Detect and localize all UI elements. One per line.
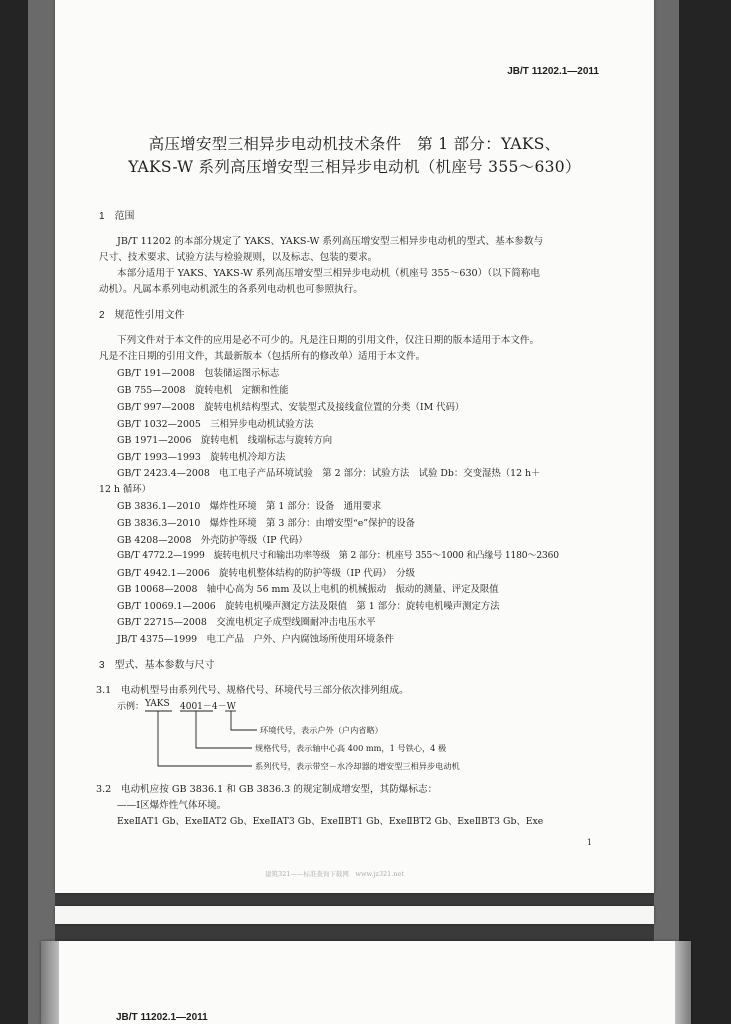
section-3-heading: 3 型式、基本参数与尺寸 bbox=[99, 660, 215, 671]
viewer-background-left-shade bbox=[28, 0, 55, 1024]
clause-3-2: 3.2 电动机应按 GB 3836.1 和 GB 3836.3 的规定制成增安型，其防爆标志： bbox=[96, 784, 438, 795]
reference-item: GB/T 997—2008 旋转电机结构型式、安装型式及接线盒位置的分类（IM 代码） bbox=[117, 402, 465, 413]
reference-item: GB 4208—2008 外壳防护等级（IP 代码） bbox=[117, 535, 308, 546]
reference-item: GB/T 191—2008 包装储运图示标志 bbox=[117, 368, 280, 379]
reference-item: GB 755—2008 旋转电机 定额和性能 bbox=[117, 385, 289, 396]
viewer-background-right-shade bbox=[654, 0, 679, 1024]
document-page-1 bbox=[55, 0, 654, 893]
reference-item: GB/T 22715—2008 交流电机定子成型线圈耐冲击电压水平 bbox=[117, 617, 376, 628]
viewer-background-right bbox=[679, 0, 731, 1024]
reference-item: GB 1971—2006 旋转电机 线端标志与旋转方向 bbox=[117, 435, 333, 446]
viewer-background-left bbox=[0, 0, 28, 1024]
clause-3-2-item: ——Ⅰ区爆炸性气体环境。 bbox=[117, 800, 227, 811]
spec-leader bbox=[196, 711, 252, 748]
code-label-specification: 规格代号，表示轴中心高 400 mm，1 号铁心，4 极 bbox=[255, 743, 447, 753]
section-1-paragraph-line: 本部分适用于 YAKS、YAKS-W 系列高压增安型三相异步电动机（机座号 355～630）（以下简称电 bbox=[117, 268, 541, 279]
document-title-line-2: YAKS-W 系列高压增安型三相异步电动机（机座号 355～630） bbox=[128, 158, 581, 176]
document-page-2 bbox=[41, 941, 691, 1024]
reference-item: GB/T 4942.1—2006 旋转电机整体结构的防护等级（IP 代码） 分级 bbox=[117, 568, 415, 579]
reference-item: GB/T 1993—1993 旋转电机冷却方法 bbox=[117, 452, 286, 463]
example-series-code: YAKS bbox=[145, 699, 170, 709]
page-number: 1 bbox=[586, 838, 592, 847]
reference-item: GB/T 4772.2—1999 旋转电机尺寸和输出功率等级 第 2 部分：机座号 355～1000 和凸缘号 1180～2360 bbox=[117, 551, 559, 561]
section-1-paragraph-line: JB/T 11202 的本部分规定了 YAKS、YAKS-W 系列高压增安型三相异步电动机的型式、基本参数与 bbox=[117, 236, 544, 247]
reference-item: GB 3836.1—2010 爆炸性环境 第 1 部分：设备 通用要求 bbox=[117, 501, 382, 512]
watermark-text: 建筑321——标准查询下载网 www.jz321.net bbox=[265, 870, 404, 878]
section-2-heading: 2 规范性引用文件 bbox=[99, 310, 185, 321]
header-standard-code: JB/T 11202.1—2011 bbox=[116, 1012, 208, 1023]
example-prefix: 示例： bbox=[117, 702, 145, 712]
section-1-paragraph-line: 动机）。凡属本系列电动机派生的各系列电动机也可参照执行。 bbox=[99, 284, 363, 295]
section-1-paragraph-line: 尺寸、技术要求、试验方法与检验规则，以及标志、包装的要求。 bbox=[99, 252, 378, 263]
document-title-line-1: 高压增安型三相异步电动机技术条件 第 1 部分：YAKS、 bbox=[148, 135, 561, 153]
code-label-series: 系列代号，表示带空－水冷却器的增安型三相异步电动机 bbox=[255, 761, 460, 771]
model-code-diagram bbox=[55, 0, 654, 893]
reference-item: GB/T 1032—2005 三相异步电动机试验方法 bbox=[117, 419, 314, 430]
header-standard-code: JB/T 11202.1—2011 bbox=[507, 66, 599, 77]
explosion-protection-marks: ExeⅡAT1 Gb、ExeⅡAT2 Gb、ExeⅡAT3 Gb、ExeⅡBT1 Gb、ExeⅡBT2 Gb、ExeⅡBT3 Gb、Exe bbox=[117, 816, 544, 827]
reference-item: GB/T 10069.1—2006 旋转电机噪声测定方法及限值 第 1 部分：旋转电机噪声测定方法 bbox=[117, 601, 500, 612]
env-leader bbox=[231, 711, 257, 730]
section-1-heading: 1 范围 bbox=[99, 211, 135, 222]
page-2-right-shadow bbox=[675, 941, 691, 1024]
page-2-left-shadow bbox=[41, 941, 59, 1024]
clause-3-1: 3.1 电动机型号由系列代号、规格代号、环境代号三部分依次排列组成。 bbox=[96, 685, 409, 696]
section-2-intro-line: 下列文件对于本文件的应用是必不可少的。凡是注日期的引用文件，仅注日期的版本适用于本文件。 bbox=[117, 335, 540, 346]
reference-item: GB 10068—2008 轴中心高为 56 mm 及以上电机的机械振动 振动的测量、评定及限值 bbox=[117, 584, 499, 595]
reference-item: GB 3836.3—2010 爆炸性环境 第 3 部分：由增安型“e”保护的设备 bbox=[117, 518, 415, 529]
reference-item: GB/T 2423.4—2008 电工电子产品环境试验 第 2 部分：试验方法 试验 Db：交变湿热（12 h＋ bbox=[117, 468, 541, 479]
page-separator-strip bbox=[55, 906, 654, 924]
section-2-intro-line: 凡是不注日期的引用文件，其最新版本（包括所有的修改单）适用于本文件。 bbox=[99, 351, 426, 362]
series-leader bbox=[158, 711, 252, 766]
code-label-environment: 环境代号，表示户外（户内省略） bbox=[260, 725, 383, 735]
reference-item-continued: 12 h 循环） bbox=[99, 484, 152, 495]
example-spec-code: 4001－4－W bbox=[180, 702, 236, 712]
reference-item: JB/T 4375—1999 电工产品 户外、户内腐蚀场所使用环境条件 bbox=[117, 634, 395, 645]
